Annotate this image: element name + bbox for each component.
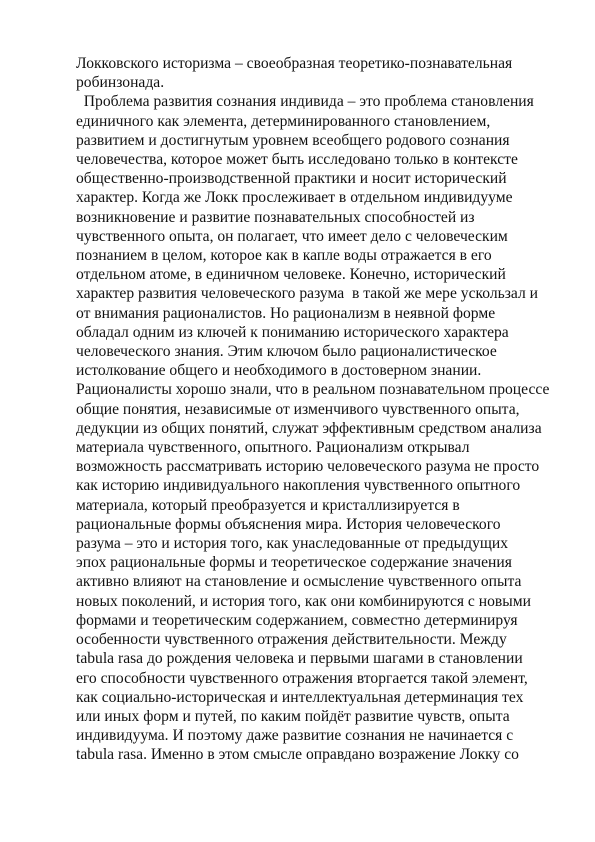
text-line: новых поколений, и история того, как они комбинируются с новыми	[76, 592, 531, 610]
text-line: отдельном атоме, в единичном человеке. Конечно, исторический	[76, 266, 506, 284]
text-line: робинзонада.	[76, 74, 165, 92]
text-line: как историю индивидуального накопления чувственного опытного	[76, 477, 521, 495]
body-text	[76, 54, 550, 765]
text-line: единичного как элемента, детерминированного становлением,	[76, 112, 491, 130]
text-line: рациональные формы объяснения мира. История человеческого	[76, 515, 501, 533]
text-line: чувственного опыта, он полагает, что имеет дело с человеческим	[76, 227, 508, 245]
text-line: tabula rasa до рождения человека и первыми шагами в становлении	[76, 650, 523, 668]
text-line: от внимания рационалистов. Но рационализм в неявной форме	[76, 304, 496, 322]
text-line: возможность рассматривать историю человеческого разума не просто	[76, 458, 540, 476]
text-line: Рационалисты хорошо знали, что в реальном познавательном процессе	[76, 381, 550, 399]
text-line: или иных форм и путей, по каким пойдёт развитие чувств, опыта	[76, 707, 510, 725]
text-line: общие понятия, независимые от изменчивого чувственного опыта,	[76, 400, 520, 418]
text-line: познанием в целом, которое как в капле воды отражается в его	[76, 247, 492, 265]
text-line: истолкование общего и необходимого в достоверном знании.	[76, 362, 482, 380]
text-line: особенности чувственного отражения действительности. Между	[76, 631, 507, 649]
text-line: возникновение и развитие познавательных способностей из	[76, 208, 475, 226]
text-line: человечества, которое может быть исследовано только в контексте	[76, 151, 518, 169]
text-line: обладал одним из ключей к пониманию исторического характера	[76, 323, 509, 341]
text-line: Проблема развития сознания индивида – это проблема становления	[76, 93, 534, 111]
text-line: Локковского историзма – своеобразная теоретико-познавательная	[76, 55, 513, 72]
text-line: материала чувственного, опытного. Рационализм открывал	[76, 439, 470, 457]
text-line: разума – это и история того, как унаследованные от предыдущих	[76, 535, 509, 553]
text-line: формами и теоретическим содержанием, совместно детерминируя	[76, 611, 518, 629]
text-line: дедукции из общих понятий, служат эффективным средством анализа	[76, 419, 542, 437]
text-line: его способности чувственного отражения вторгается такой элемент,	[76, 669, 528, 687]
text-line: характер. Когда же Локк прослеживает в отдельном индивидууме	[76, 189, 513, 207]
text-line: tabula rasa. Именно в этом смысле оправдано возражение Локку со	[76, 746, 519, 764]
text-line: как социально-историческая и интеллектуальная детерминация тех	[76, 688, 524, 706]
text-line: индивидуума. И поэтому даже развитие сознания не начинается с	[76, 727, 514, 745]
text-line: человеческого знания. Этим ключом было рационалистическое	[76, 343, 497, 361]
text-line: эпох рациональные формы и теоретическое содержание значения	[76, 554, 512, 572]
text-line: материала, который преобразуется и кристаллизируется в	[76, 496, 460, 514]
text-line: активно влияют на становление и осмысление чувственного опыта	[76, 573, 522, 591]
text-line: развитием и достигнутым уровнем всеобщего родового сознания	[76, 131, 510, 149]
text-line: характер развития человеческого разума в такой же мере ускользал и	[76, 285, 539, 303]
text-line: общественно-производственной практики и носит исторический	[76, 170, 507, 188]
